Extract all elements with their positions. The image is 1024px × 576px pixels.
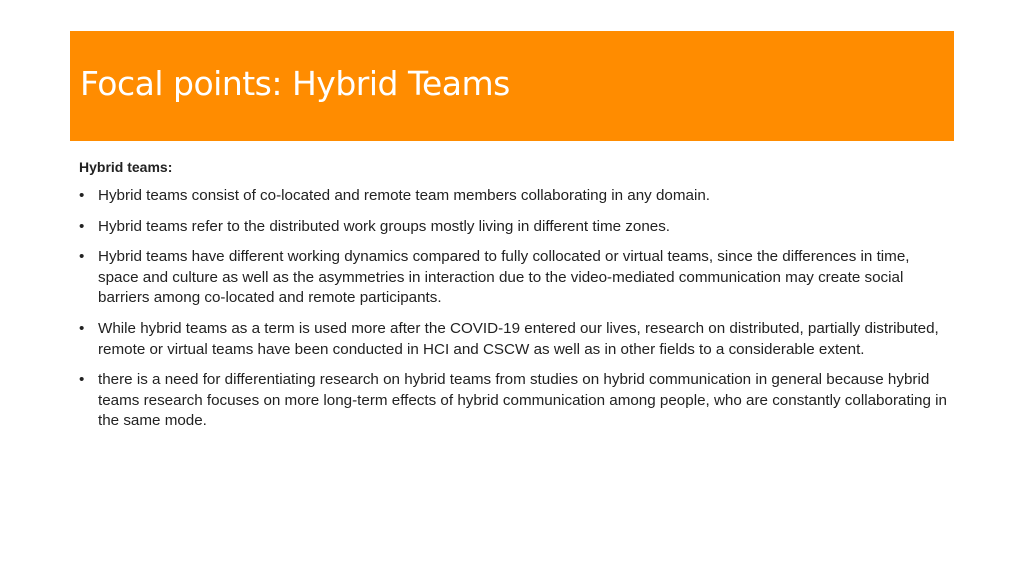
bullet-text: While hybrid teams as a term is used more after the COVID-19 entered our lives, research on distributed, partially distributed, remote or virtual teams have been conducted in HCI and CSCW as well as in other fields to a considerable extent. (98, 319, 939, 358)
bullet-item (79, 370, 954, 432)
section-heading: Hybrid teams: (79, 159, 173, 175)
bullet-dot-icon: • (79, 187, 85, 204)
bullet-dot-icon: • (79, 371, 85, 389)
bullet-text: Hybrid teams consist of co-located and remote team members collaborating in any domain. (98, 187, 711, 204)
title-banner (70, 31, 954, 141)
bullet-list (79, 186, 954, 432)
bullet-text: Hybrid teams have different working dynamics compared to fully collocated or virtual teams, since the differences in time, space and culture as well as the asymmetries in interaction due to the video-mediated communication may create social barriers among co-located and remote participants. (98, 248, 910, 307)
slide-title: Focal points: Hybrid Teams (80, 63, 510, 103)
bullet-text: Hybrid teams refer to the distributed work groups mostly living in different time zones. (98, 217, 671, 235)
bullet-item (79, 247, 954, 309)
bullet-item (79, 319, 954, 360)
bullet-dot-icon: • (79, 217, 85, 235)
slide-content (79, 157, 954, 442)
bullet-item (79, 186, 954, 207)
bullet-dot-icon: • (79, 319, 85, 337)
bullet-text: there is a need for differentiating research on hybrid teams from studies on hybrid communication in general because hybrid teams research focuses on more long-term effects of hybrid communication among people, who are constantly collaborating in the same mode. (98, 371, 947, 430)
bullet-dot-icon: • (79, 248, 85, 266)
bullet-item (79, 217, 954, 238)
